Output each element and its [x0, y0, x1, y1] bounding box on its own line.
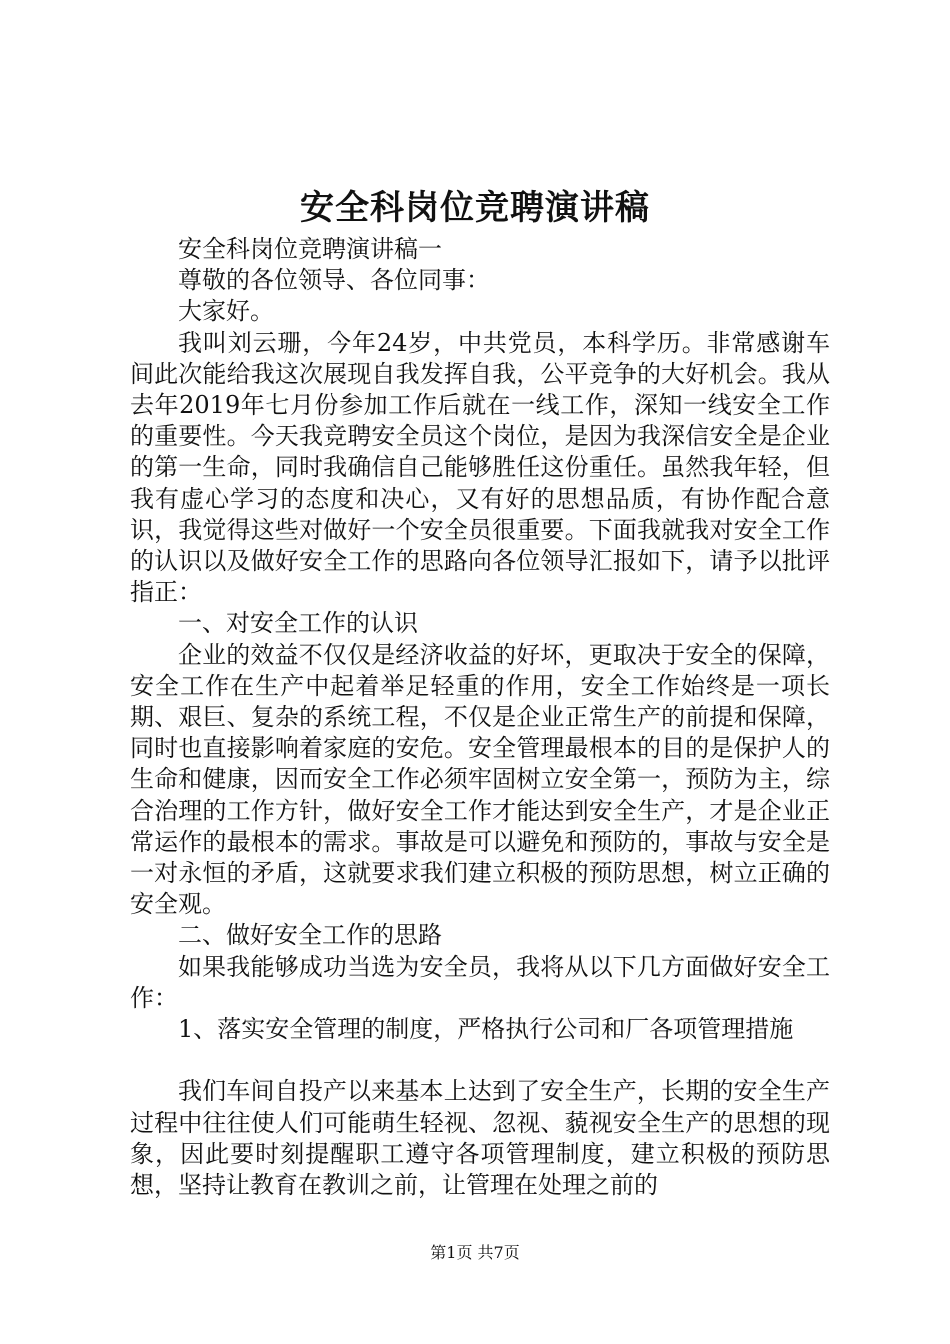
section-2-intro-paragraph: 如果我能够成功当选为安全员，我将从以下几方面做好安全工作：: [130, 952, 830, 1012]
subsection-heading-1: 1、落实安全管理的制度，严格执行公司和厂各项管理措施: [178, 1015, 794, 1044]
section-heading-1: 一、对安全工作的认识: [178, 609, 418, 638]
document-title: 安全科岗位竞聘演讲稿: [300, 188, 650, 228]
subsection-1-paragraph: 我们车间自投产以来基本上达到了安全生产，长期的安全生产过程中往往使人们可能萌生轻视、忽视、藐视安全生产的思想的现象，因此要时刻提醒职工遵守各项管理制度，建立积极的预防思想，坚持让教育在教训之前，让管理在处理之前的: [130, 1077, 830, 1200]
salutation-paragraph: 尊敬的各位领导、各位同事：: [178, 266, 490, 295]
introduction-paragraph: 我叫刘云珊，今年24岁，中共党员，本科学历。非常感谢车间此次能给我这次展现自我发挥自我，公平竞争的大好机会。我从去年2019年七月份参加工作后就在一线工作，深知一线安全工作的重要性。今天我竞聘安全员这个岗位，是因为我深信安全是企业的第一生命，同时我确信自己能够胜任这份重任。虽然我年轻，但我有虚心学习的态度和决心，又有好的思想品质，有协作配合意识，我觉得这些对做好一个安全员很重要。下面我就我对安全工作的认识以及做好安全工作的思路向各位领导汇报如下，请予以批评指正：: [130, 328, 830, 607]
page-number-footer: 第1页 共7页: [430, 1243, 520, 1262]
greeting-paragraph: 大家好。: [178, 297, 274, 326]
subtitle-paragraph: 安全科岗位竞聘演讲稿一: [178, 235, 442, 263]
document-body: [130, 234, 830, 1201]
section-1-paragraph: 企业的效益不仅仅是经济收益的好坏，更取决于安全的保障，安全工作在生产中起着举足轻重的作用，安全工作始终是一项长期、艰巨、复杂的系统工程，不仅是企业正常生产的前提和保障，同时也直接影响着家庭的安危。安全管理最根本的目的是保护人的生命和健康，因而安全工作必须牢固树立安全第一，预防为主，综合治理的工作方针，做好安全工作才能达到安全生产，才是企业正常运作的最根本的需求。事故是可以避免和预防的，事故与安全是一对永恒的矛盾，这就要求我们建立积极的预防思想，树立正确的安全观。: [130, 640, 830, 919]
section-heading-2: 二、做好安全工作的思路: [178, 921, 442, 950]
